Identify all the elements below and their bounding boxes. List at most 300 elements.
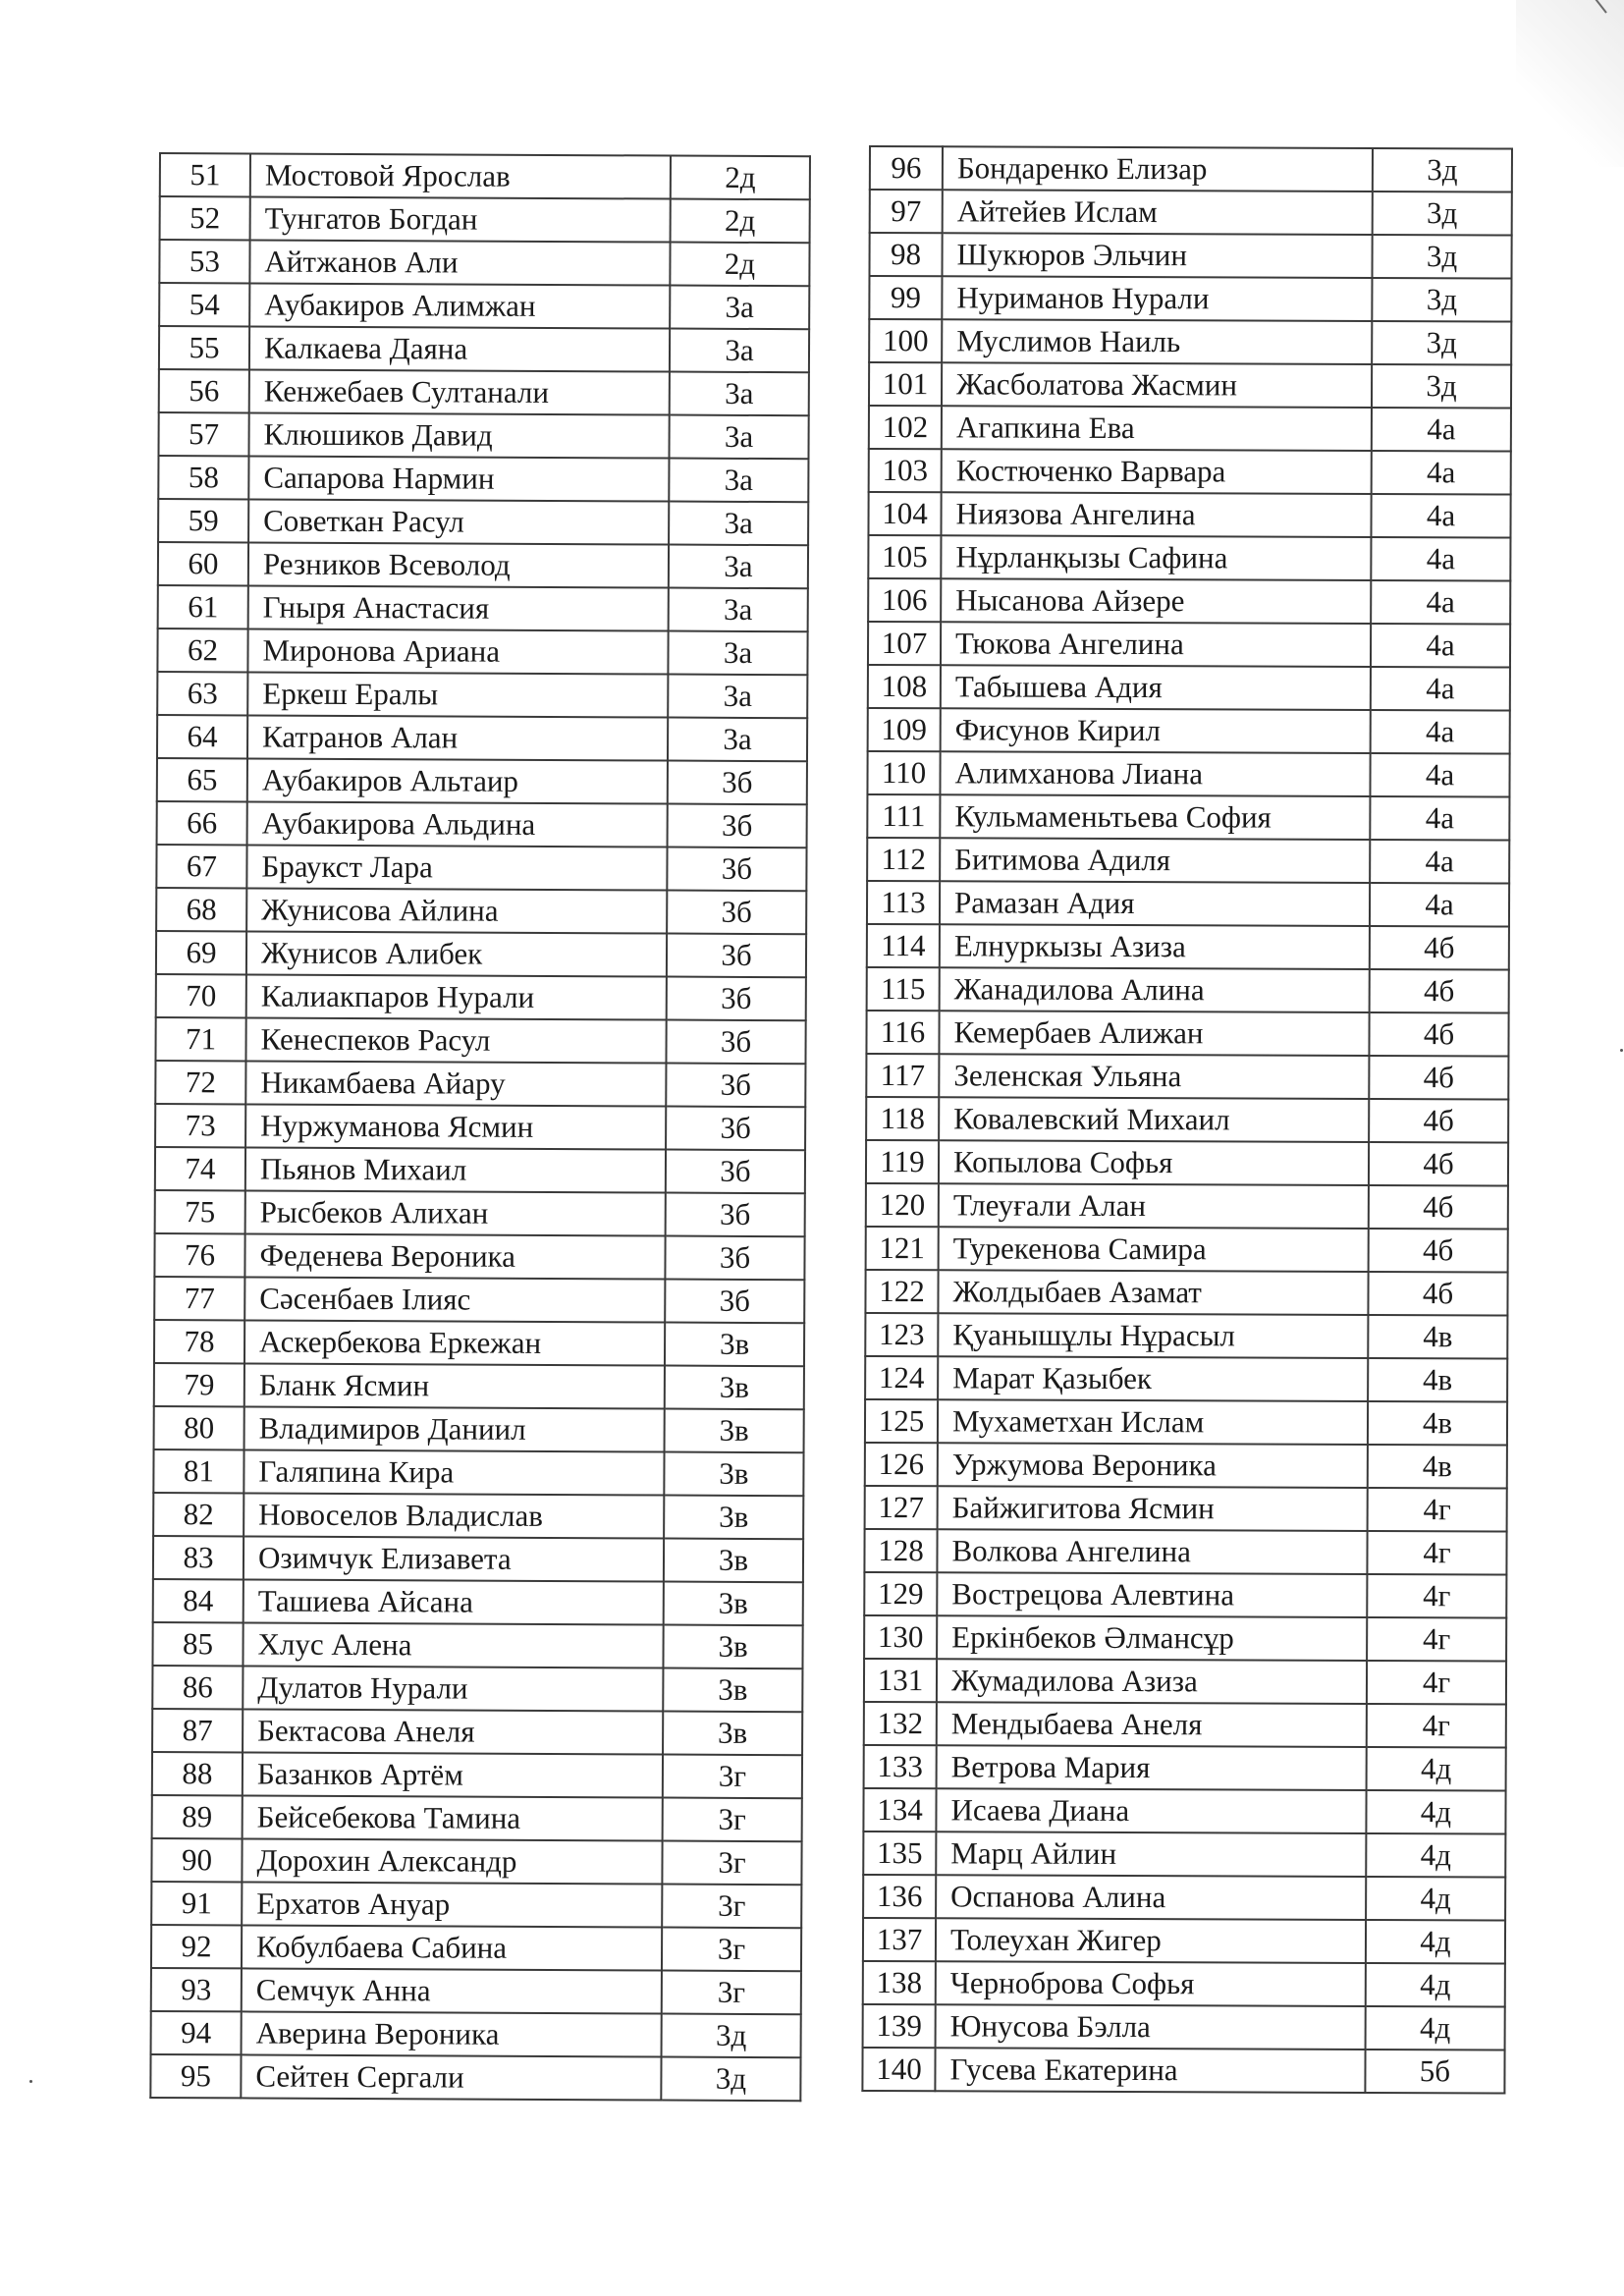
class-label: 4в — [1368, 1445, 1507, 1489]
student-name: Кенжебаев Султанали — [249, 369, 670, 414]
table-row — [154, 1233, 804, 1280]
class-label: 4б — [1370, 926, 1509, 970]
table-row — [865, 1356, 1507, 1402]
row-number: 61 — [158, 585, 248, 629]
table-row — [156, 931, 806, 977]
table-row — [864, 1745, 1506, 1791]
row-number: 108 — [868, 665, 941, 708]
table-row — [152, 1795, 802, 1841]
student-name: Чернoброва Софья — [936, 1961, 1366, 2006]
class-label: 4в — [1368, 1315, 1507, 1359]
student-name: Клюшиков Давид — [248, 412, 669, 458]
table-row — [865, 1486, 1507, 1532]
row-number: 70 — [156, 974, 246, 1017]
row-number: 121 — [866, 1227, 939, 1270]
class-label: 3г — [662, 1971, 801, 2015]
row-number: 127 — [865, 1486, 938, 1529]
table-row — [868, 708, 1510, 754]
table-row — [157, 758, 807, 804]
row-number: 118 — [866, 1097, 939, 1140]
table-row — [863, 1961, 1505, 2007]
row-number: 126 — [865, 1443, 938, 1486]
table-row — [158, 585, 808, 631]
student-name: Резников Всеволод — [248, 542, 669, 587]
row-number: 138 — [863, 1961, 936, 2004]
table-row — [158, 456, 808, 502]
table-row — [158, 412, 808, 459]
table-row — [151, 1925, 801, 1971]
class-label: 3б — [668, 761, 807, 805]
student-name: Сәсенбаев Ілияс — [244, 1277, 665, 1322]
row-number: 112 — [867, 838, 940, 881]
table-row — [154, 1406, 804, 1452]
table-row — [866, 1097, 1508, 1143]
class-label: 4а — [1371, 537, 1510, 581]
row-number: 129 — [864, 1572, 937, 1615]
row-number: 79 — [154, 1363, 244, 1406]
student-name: Еркеш Ералы — [247, 672, 668, 717]
class-label: 4г — [1367, 1704, 1506, 1748]
class-label: 4д — [1366, 1790, 1505, 1834]
class-label: 4д — [1366, 1877, 1505, 1921]
class-label: 3б — [667, 934, 806, 978]
class-label: 4в — [1368, 1358, 1507, 1402]
class-label: 4а — [1371, 494, 1510, 538]
table-row — [869, 362, 1511, 409]
table-row — [153, 1493, 803, 1539]
class-label: 4д — [1367, 1747, 1506, 1791]
table-row — [864, 1659, 1506, 1705]
table-row — [151, 2011, 801, 2057]
student-name: Нұрланқызы Сафина — [941, 535, 1371, 580]
student-name: Байжигитова Ясмин — [938, 1486, 1368, 1531]
class-label: 2д — [671, 199, 810, 244]
student-name: Исаева Диана — [936, 1788, 1366, 1833]
table-row — [159, 369, 809, 415]
class-label: 4г — [1367, 1531, 1506, 1575]
class-label: 3б — [667, 977, 806, 1021]
class-label: 3в — [665, 1409, 804, 1453]
table-row — [868, 578, 1510, 625]
class-label: 4б — [1369, 1056, 1508, 1100]
table-row — [154, 1320, 804, 1366]
student-name: Бейсебекова Тамина — [243, 1795, 663, 1840]
student-name: Кенеспеков Расул — [245, 1017, 666, 1063]
student-name: Жасболатова Жасмин — [942, 362, 1372, 408]
class-label: 2д — [670, 243, 809, 287]
row-number: 54 — [159, 283, 249, 326]
class-label: 4а — [1370, 883, 1509, 927]
table-row — [152, 1709, 802, 1755]
student-name: Галяпина Кира — [244, 1449, 664, 1495]
class-label: 4а — [1370, 796, 1509, 841]
student-name: Юнусова Бэлла — [936, 2004, 1366, 2050]
student-name: Катранов Алан — [247, 715, 668, 760]
class-label: 3а — [669, 588, 808, 632]
class-label: 3г — [663, 1798, 802, 1842]
table-row — [864, 1529, 1506, 1575]
student-name: Рамазан Адия — [940, 881, 1370, 926]
table-row — [867, 838, 1509, 884]
student-name: Нуржуманова Ясмин — [245, 1104, 666, 1149]
class-label: 3в — [663, 1625, 802, 1669]
table-row — [868, 492, 1510, 538]
student-name: Жунисов Алибек — [246, 931, 667, 976]
class-label: 4д — [1366, 1920, 1505, 1964]
table-row — [867, 967, 1509, 1013]
student-name: Никамбаева Айару — [245, 1061, 666, 1106]
row-number: 125 — [865, 1399, 938, 1443]
table-row — [868, 665, 1510, 711]
row-number: 111 — [867, 794, 940, 838]
class-label: 4б — [1369, 1185, 1508, 1230]
student-name: Новоселов Владислав — [244, 1493, 664, 1538]
student-name: Тлеуғали Алан — [939, 1183, 1369, 1229]
table-row — [160, 153, 810, 199]
class-label: 4б — [1369, 1142, 1508, 1186]
table-row — [154, 1277, 804, 1323]
class-label: 4д — [1366, 1833, 1505, 1878]
table-row — [156, 888, 806, 934]
row-number: 64 — [157, 715, 247, 758]
class-label: 2д — [671, 156, 810, 200]
class-label: 3а — [670, 329, 809, 373]
table-row — [866, 1054, 1508, 1100]
row-number: 102 — [869, 406, 942, 449]
class-label: 3б — [666, 1020, 805, 1065]
table-row — [864, 1702, 1506, 1748]
row-number: 136 — [863, 1875, 936, 1918]
table-row — [869, 319, 1511, 365]
table-row — [155, 1061, 805, 1107]
table-row — [869, 406, 1511, 452]
class-label: 3а — [668, 675, 807, 719]
row-number: 55 — [159, 326, 249, 369]
table-row — [155, 1147, 805, 1193]
table-row — [153, 1579, 803, 1625]
student-name: Бектасова Анеля — [243, 1709, 663, 1754]
class-label: 4г — [1367, 1574, 1506, 1618]
class-label: 3б — [666, 1107, 805, 1151]
row-number: 93 — [151, 1968, 242, 2011]
row-number: 92 — [151, 1925, 242, 1968]
row-number: 140 — [862, 2048, 935, 2091]
student-name: Калкаева Даяна — [249, 326, 670, 371]
student-name: Агапкина Ева — [942, 406, 1372, 451]
student-name: Нуриманов Нурали — [942, 276, 1372, 321]
class-label: 4а — [1371, 624, 1510, 668]
row-number: 120 — [866, 1183, 939, 1227]
class-label: 3д — [1372, 278, 1511, 322]
row-number: 78 — [154, 1320, 244, 1363]
row-number: 122 — [865, 1270, 938, 1313]
table-row — [865, 1270, 1507, 1316]
row-number: 107 — [868, 622, 941, 665]
student-name: Аубакиров Альтаир — [247, 758, 668, 803]
class-label: 3д — [662, 2014, 801, 2058]
table-row — [867, 881, 1509, 927]
row-number: 130 — [864, 1615, 937, 1659]
table-row — [865, 1313, 1507, 1359]
student-name: Костюченко Варвара — [942, 449, 1372, 494]
table-row — [870, 146, 1512, 192]
row-number: 77 — [154, 1277, 244, 1320]
row-number: 99 — [869, 276, 942, 319]
table-row — [867, 794, 1509, 841]
student-name: Елнуркызы Азиза — [940, 924, 1370, 969]
class-label: 3а — [669, 545, 808, 589]
class-label: 3д — [1373, 191, 1512, 236]
row-number: 137 — [863, 1918, 936, 1961]
class-label: 3д — [1372, 364, 1511, 409]
table-row — [152, 1622, 802, 1668]
student-name: Еркінбеков Әлмансұр — [937, 1615, 1367, 1661]
table-row — [151, 1882, 801, 1928]
student-name: Қуанышұлы Нұрасыл — [938, 1313, 1368, 1358]
scan-speck — [29, 2080, 32, 2083]
row-number: 57 — [158, 412, 248, 456]
student-name: Мостовой Ярослав — [250, 153, 671, 198]
row-number: 124 — [865, 1356, 938, 1399]
row-number: 53 — [159, 240, 249, 283]
table-row — [863, 1831, 1505, 1878]
scan-speck — [1620, 1049, 1623, 1052]
row-number: 95 — [150, 2054, 241, 2098]
student-name: Вострецова Алевтина — [937, 1572, 1367, 1617]
table-row — [157, 801, 807, 847]
table-row — [870, 190, 1512, 236]
class-label: 4а — [1371, 580, 1510, 625]
student-name: Гныря Анастасия — [248, 585, 669, 630]
student-name: Кобулбаева Сабина — [242, 1925, 662, 1970]
student-name: Марат Қазыбек — [938, 1356, 1368, 1401]
table-row — [152, 1752, 802, 1798]
class-label: 4д — [1366, 2006, 1505, 2050]
class-label: 3в — [664, 1582, 803, 1626]
student-name: Копылова Софья — [939, 1140, 1369, 1185]
class-label: 4б — [1368, 1272, 1507, 1316]
student-name: Мендыбаева Анеля — [937, 1702, 1367, 1747]
row-number: 139 — [863, 2004, 936, 2048]
row-number: 87 — [152, 1709, 243, 1752]
row-number: 109 — [868, 708, 941, 751]
row-number: 86 — [152, 1666, 243, 1709]
student-name: Кемербаев Алижан — [939, 1011, 1369, 1056]
student-name: Бондаренко Елизар — [943, 146, 1373, 191]
table-row — [869, 449, 1511, 495]
student-name: Жолдыбаев Азамат — [938, 1270, 1368, 1315]
row-number: 115 — [867, 967, 940, 1011]
row-number: 63 — [157, 672, 247, 715]
table-row — [153, 1536, 803, 1582]
class-label: 3а — [669, 459, 808, 503]
table-row — [151, 1968, 801, 2014]
row-number: 85 — [152, 1622, 243, 1666]
class-label: 4д — [1366, 1963, 1505, 2007]
table-row — [865, 1443, 1507, 1489]
student-name: Кульмаменьтьева София — [940, 794, 1370, 840]
table-row — [154, 1363, 804, 1409]
student-name: Владимиров Даниил — [244, 1406, 665, 1451]
student-name: Айтейев Ислам — [943, 190, 1373, 235]
student-name: Фисунов Кирил — [941, 708, 1371, 753]
table-row — [156, 845, 806, 891]
class-label: 3а — [668, 718, 807, 762]
table-row — [156, 974, 806, 1020]
student-name: Алимханова Лиана — [940, 751, 1370, 796]
student-name: Айтжанов Али — [249, 240, 670, 285]
row-number: 65 — [157, 758, 247, 801]
student-name: Жунисова Айлина — [246, 888, 667, 933]
row-number: 58 — [158, 456, 248, 499]
student-name: Аубакиров Алимжан — [249, 283, 670, 328]
row-number: 74 — [155, 1147, 245, 1190]
class-label: 3б — [666, 1064, 805, 1108]
student-name: Гусева Екатерина — [935, 2048, 1365, 2093]
row-number: 84 — [153, 1579, 244, 1622]
row-number: 135 — [863, 1831, 936, 1875]
table-row — [866, 1140, 1508, 1186]
student-name: Тюкова Ангелина — [941, 622, 1371, 667]
class-label: 4а — [1370, 840, 1509, 884]
row-number: 128 — [864, 1529, 937, 1572]
table-row — [865, 1399, 1507, 1446]
row-number: 116 — [866, 1011, 939, 1054]
class-label: 3б — [667, 847, 806, 892]
table-row — [153, 1449, 803, 1496]
table-row — [864, 1615, 1506, 1662]
table-row — [863, 1918, 1505, 1964]
class-label: 3б — [665, 1236, 804, 1281]
class-label: 3в — [664, 1496, 803, 1540]
student-name: Хлус Алена — [243, 1622, 663, 1667]
student-name: Табышева Адия — [941, 665, 1371, 710]
row-number: 72 — [155, 1061, 245, 1104]
student-name: Жанадилова Алина — [940, 967, 1370, 1012]
table-row — [155, 1104, 805, 1150]
student-name: Жумадилова Азиза — [937, 1659, 1367, 1704]
class-label: 3в — [663, 1712, 802, 1756]
row-number: 56 — [159, 369, 249, 412]
table-row — [151, 1838, 801, 1885]
table-row — [150, 2054, 800, 2101]
row-number: 104 — [868, 492, 941, 535]
student-name: Аскербекова Еркежан — [244, 1320, 665, 1365]
table-row — [864, 1572, 1506, 1618]
row-number: 98 — [869, 233, 942, 276]
class-label: 3а — [670, 286, 809, 330]
row-number: 59 — [158, 499, 248, 542]
class-label: 4в — [1368, 1401, 1507, 1446]
student-name: Уржумова Вероника — [938, 1443, 1368, 1488]
table-row — [867, 924, 1509, 970]
row-number: 60 — [158, 542, 248, 585]
student-name: Нысанова Айзере — [941, 578, 1371, 624]
table-row — [866, 1011, 1508, 1057]
table-row — [155, 1017, 805, 1064]
table-row — [157, 672, 807, 718]
table-row — [158, 499, 808, 545]
row-number: 106 — [868, 578, 941, 622]
row-number: 81 — [153, 1449, 244, 1493]
table-row — [159, 240, 809, 286]
row-number: 88 — [152, 1752, 243, 1795]
student-name: Мухаметхан Ислам — [938, 1399, 1368, 1445]
row-number: 83 — [153, 1536, 244, 1579]
row-number: 69 — [156, 931, 246, 974]
student-name: Муслимов Наиль — [942, 319, 1372, 364]
table-row — [157, 715, 807, 761]
student-name: Сейтен Сергали — [241, 2054, 661, 2100]
table-row — [867, 751, 1509, 797]
class-label: 3б — [666, 1193, 805, 1237]
row-number: 96 — [870, 146, 943, 190]
row-number: 134 — [863, 1788, 936, 1831]
class-label: 3б — [665, 1280, 804, 1324]
row-number: 73 — [155, 1104, 245, 1147]
table-row — [866, 1183, 1508, 1230]
class-label: 3в — [665, 1366, 804, 1410]
student-name: Феденева Вероника — [244, 1233, 665, 1279]
row-number: 114 — [867, 924, 940, 967]
class-label: 3г — [663, 1755, 802, 1799]
class-label: 3д — [661, 2057, 800, 2102]
class-label: 3а — [668, 631, 807, 676]
row-number: 76 — [154, 1233, 244, 1277]
row-number: 123 — [865, 1313, 938, 1356]
table-row — [869, 233, 1511, 279]
student-name: Семчук Анна — [242, 1968, 662, 2013]
table-row — [863, 1788, 1505, 1834]
class-label: 4б — [1369, 1229, 1508, 1273]
row-number: 119 — [866, 1140, 939, 1183]
class-label: 3г — [662, 1885, 801, 1929]
row-number: 91 — [151, 1882, 242, 1925]
student-name: Ташиева Айсана — [244, 1579, 664, 1624]
row-number: 101 — [869, 362, 942, 406]
class-label: 4б — [1370, 969, 1509, 1013]
table-row — [868, 535, 1510, 581]
row-number: 94 — [151, 2011, 242, 2054]
table-row — [152, 1666, 802, 1712]
class-label: 4а — [1372, 408, 1511, 452]
table-row — [159, 283, 809, 329]
class-label: 4а — [1372, 451, 1511, 495]
class-label: 4г — [1367, 1661, 1506, 1705]
student-name: Оспанова Алина — [936, 1875, 1366, 1920]
class-label: 3г — [662, 1841, 801, 1886]
student-name: Ковалевский Михаил — [939, 1097, 1369, 1142]
student-name: Базанков Артём — [243, 1752, 663, 1797]
class-label: 4а — [1371, 710, 1510, 754]
class-label: 3г — [662, 1928, 801, 1972]
row-number: 68 — [156, 888, 246, 931]
student-name: Сапарова Нармин — [248, 456, 669, 501]
table-row — [862, 2048, 1504, 2094]
class-label: 4г — [1368, 1488, 1507, 1532]
class-label: 3б — [668, 804, 807, 848]
class-label: 3а — [670, 372, 809, 416]
student-name: Турекенова Самира — [939, 1227, 1369, 1272]
class-label: 4б — [1369, 1012, 1508, 1057]
student-name: Бланк Ясмин — [244, 1363, 665, 1408]
student-name: Советкан Расул — [248, 499, 669, 544]
row-number: 52 — [160, 196, 250, 240]
student-name: Дулатов Нурали — [243, 1666, 663, 1711]
student-name: Ерхатов Ануар — [242, 1882, 662, 1927]
student-name: Озимчук Елизавета — [244, 1536, 664, 1581]
row-number: 132 — [864, 1702, 937, 1745]
